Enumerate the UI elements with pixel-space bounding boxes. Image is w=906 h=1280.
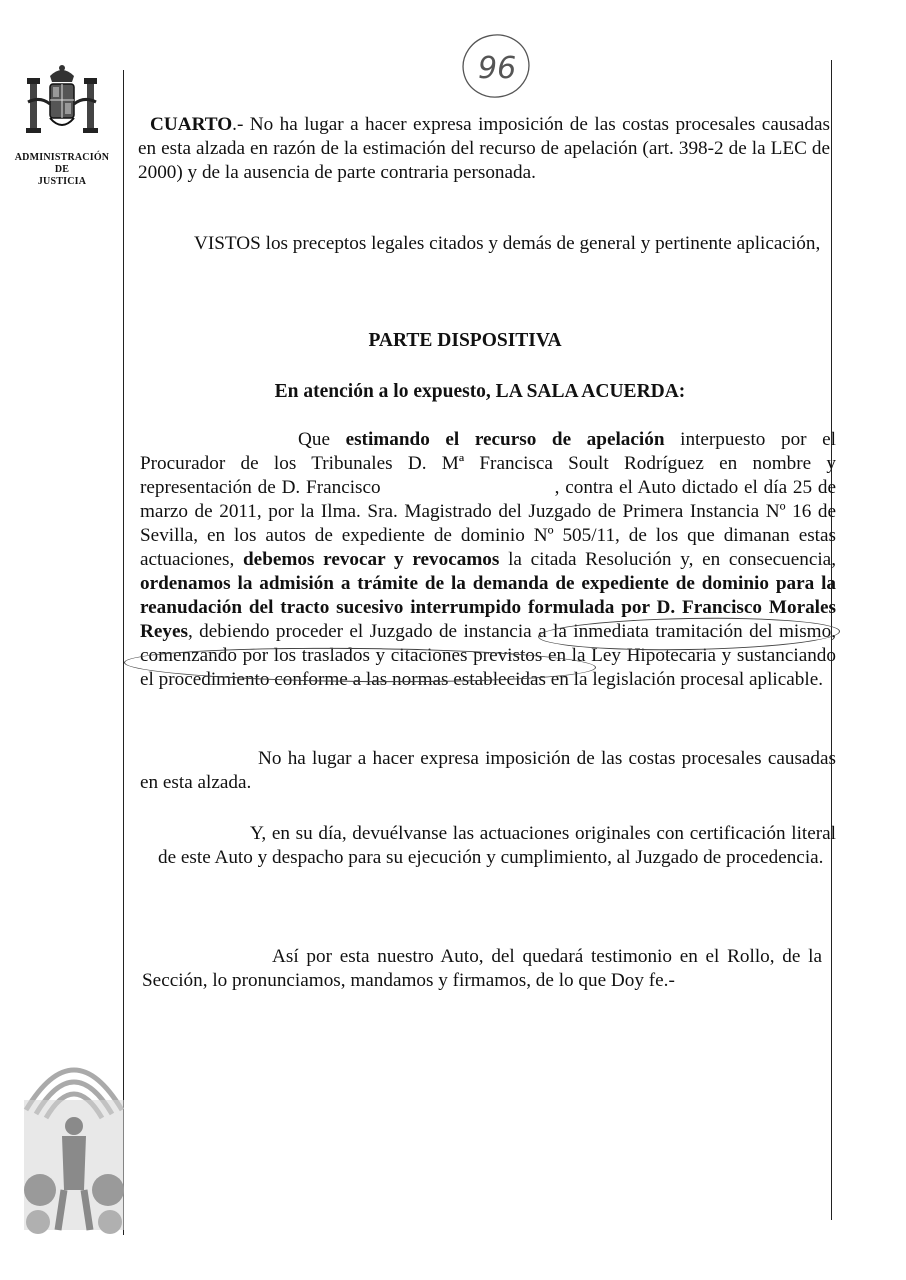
closing-paragraph xyxy=(142,945,822,993)
ruling-text-2: interpuesto por el Procurador de los Tribunales D. Mª Francisca Soult Rodríguez en nombre y representación de D. Francisco , contra el Auto dictado el día 25 de marzo de 2011, por la Ilma. Sra. Magistrado del Juzgado de Primera Instancia Nº 16 de Sevilla, en los autos de expediente de dominio Nº 505/11, de los que dimanan estas actuaciones, xyxy=(140,429,841,570)
ruling-bold-3: ordenamos la admisión a trámite de la demanda de expediente de dominio para la reanudación del tracto sucesivo interrumpido formulada por D. Francisco Morales Reyes xyxy=(140,573,836,642)
folio-number: 96 xyxy=(478,51,517,86)
costs-paragraph xyxy=(140,747,836,795)
section-subtitle: En atención a lo expuesto, LA SALA ACUERDA: xyxy=(274,381,686,402)
institution-line: DE xyxy=(54,164,70,175)
return-paragraph xyxy=(158,822,836,870)
section-title: PARTE DISPOSITIVA xyxy=(368,330,562,351)
cuarto-paragraph xyxy=(138,113,830,185)
institution-line: JUSTICIA xyxy=(37,176,87,187)
ruling-text-1: Que xyxy=(298,429,346,450)
ruling-text-4: , debiendo proceder el Juzgado de instancia a la inmediata tramitación del mismo, comenzando por los traslados y citaciones previstos en la Ley Hipotecaria y sustanciando el procedimiento conforme a las normas establecidas en la legislación procesal aplicable. xyxy=(140,621,836,690)
institution-line: ADMINISTRACIÓN xyxy=(14,152,110,163)
folio-number-stamp xyxy=(458,30,532,104)
vistos-paragraph xyxy=(150,232,830,256)
ruling-bold-2: debemos revocar y revocamos xyxy=(243,549,500,570)
ruling-text-3: la citada Resolución y, en consecuencia, xyxy=(499,549,836,570)
junta-emblem xyxy=(18,1040,130,1240)
vistos-text: VISTOS los preceptos legales citados y demás de general y pertinente aplicación, xyxy=(194,233,821,254)
cuarto-text: .- No ha lugar a hacer expresa imposición de las costas procesales causadas en esta alzada en razón de la estimación del recurso de apelación (art. 398-2 de la LEC de 2000) y de la ausencia de parte contraria personada. xyxy=(138,114,830,183)
coat-of-arms-emblem xyxy=(20,62,104,150)
cuarto-label: CUARTO xyxy=(150,114,233,135)
ruling-bold-1: estimando el recurso de apelación xyxy=(345,429,665,450)
costs-text: No ha lugar a hacer expresa imposición de las costas procesales causadas en esta alzada. xyxy=(140,748,836,793)
institution-name xyxy=(4,152,120,188)
return-text: Y, en su día, devuélvanse las actuaciones originales con certificación literal de este Auto y despacho para su ejecución y cumplimiento, al Juzgado de procedencia. xyxy=(158,823,836,868)
closing-text: Así por esta nuestro Auto, del quedará testimonio en el Rollo, de la Sección, lo pronunciamos, mandamos y firmamos, de lo que Doy fe.- xyxy=(142,946,822,991)
